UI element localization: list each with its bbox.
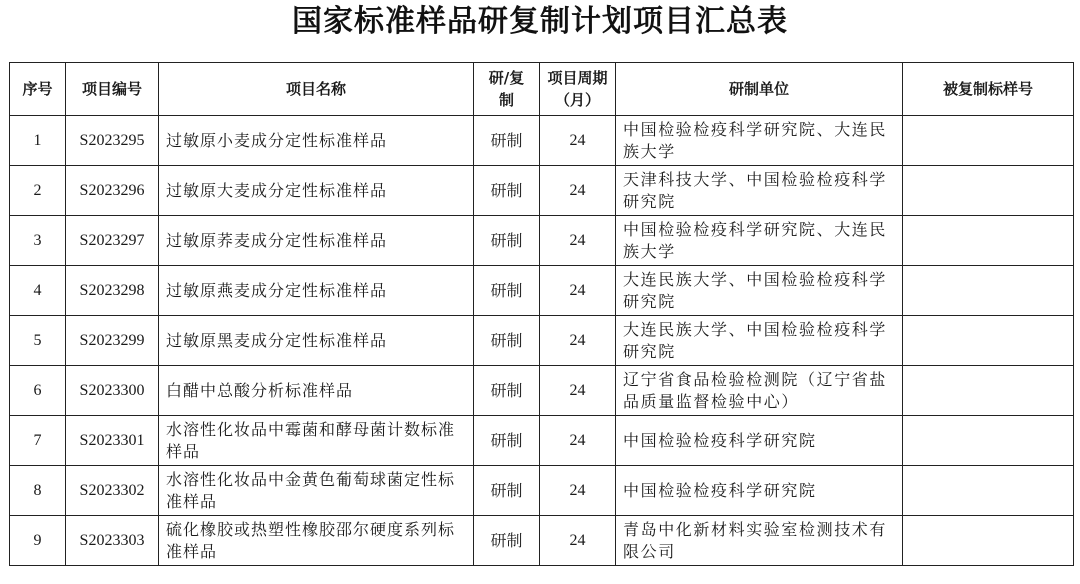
cell-unit: 中国检验检疫科学研究院、大连民族大学 <box>616 116 903 166</box>
cell-name: 水溶性化妆品中霉菌和酵母菌计数标准样品 <box>159 416 474 466</box>
cell-period: 24 <box>540 266 616 316</box>
cell-period: 24 <box>540 316 616 366</box>
cell-code: S2023301 <box>66 416 159 466</box>
cell-name: 水溶性化妆品中金黄色葡萄球菌定性标准样品 <box>159 466 474 516</box>
cell-copied <box>903 166 1074 216</box>
header-period-line1: 项目周期 <box>547 69 608 87</box>
cell-unit: 大连民族大学、中国检验检疫科学研究院 <box>616 266 903 316</box>
cell-unit: 中国检验检疫科学研究院 <box>616 466 903 516</box>
cell-name: 硫化橡胶或热塑性橡胶邵尔硬度系列标准样品 <box>159 516 474 566</box>
header-copied: 被复制标样号 <box>903 63 1074 116</box>
cell-period: 24 <box>540 466 616 516</box>
cell-seq: 2 <box>10 166 66 216</box>
cell-period: 24 <box>540 516 616 566</box>
cell-copied <box>903 216 1074 266</box>
cell-period: 24 <box>540 166 616 216</box>
cell-type: 研制 <box>474 116 540 166</box>
cell-copied <box>903 366 1074 416</box>
header-name: 项目名称 <box>159 63 474 116</box>
cell-seq: 3 <box>10 216 66 266</box>
header-seq: 序号 <box>10 63 66 116</box>
cell-period: 24 <box>540 416 616 466</box>
table-row <box>10 116 1074 166</box>
table-row <box>10 516 1074 566</box>
cell-code: S2023303 <box>66 516 159 566</box>
cell-code: S2023297 <box>66 216 159 266</box>
cell-unit: 辽宁省食品检验检测院（辽宁省盐品质量监督检验中心） <box>616 366 903 416</box>
cell-seq: 4 <box>10 266 66 316</box>
table-row <box>10 166 1074 216</box>
cell-name: 白醋中总酸分析标准样品 <box>159 366 474 416</box>
plan-summary-table <box>9 62 1074 566</box>
cell-copied <box>903 266 1074 316</box>
table-row <box>10 416 1074 466</box>
cell-copied <box>903 466 1074 516</box>
table-header-row <box>10 63 1074 116</box>
header-period <box>540 63 616 116</box>
cell-copied <box>903 416 1074 466</box>
cell-type: 研制 <box>474 216 540 266</box>
cell-type: 研制 <box>474 166 540 216</box>
table-row <box>10 316 1074 366</box>
cell-name: 过敏原荞麦成分定性标准样品 <box>159 216 474 266</box>
cell-seq: 1 <box>10 116 66 166</box>
cell-copied <box>903 316 1074 366</box>
header-type-line2: 制 <box>498 91 514 109</box>
cell-name: 过敏原小麦成分定性标准样品 <box>159 116 474 166</box>
cell-copied <box>903 116 1074 166</box>
cell-seq: 6 <box>10 366 66 416</box>
cell-seq: 5 <box>10 316 66 366</box>
table-row <box>10 466 1074 516</box>
page-title: 国家标准样品研复制计划项目汇总表 <box>292 4 788 39</box>
cell-unit: 中国检验检疫科学研究院 <box>616 416 903 466</box>
header-type-line1: 研/复 <box>488 69 525 87</box>
cell-name: 过敏原大麦成分定性标准样品 <box>159 166 474 216</box>
cell-unit: 中国检验检疫科学研究院、大连民族大学 <box>616 216 903 266</box>
header-period-line2: （月） <box>554 91 600 109</box>
cell-code: S2023298 <box>66 266 159 316</box>
table-row <box>10 266 1074 316</box>
header-code: 项目编号 <box>66 63 159 116</box>
cell-code: S2023295 <box>66 116 159 166</box>
cell-unit: 大连民族大学、中国检验检疫科学研究院 <box>616 316 903 366</box>
cell-code: S2023300 <box>66 366 159 416</box>
table-row <box>10 366 1074 416</box>
cell-type: 研制 <box>474 266 540 316</box>
cell-type: 研制 <box>474 516 540 566</box>
header-type <box>474 63 540 116</box>
cell-period: 24 <box>540 216 616 266</box>
cell-period: 24 <box>540 116 616 166</box>
cell-code: S2023299 <box>66 316 159 366</box>
cell-unit: 青岛中化新材料实验室检测技术有限公司 <box>616 516 903 566</box>
header-unit: 研制单位 <box>616 63 903 116</box>
cell-type: 研制 <box>474 366 540 416</box>
cell-code: S2023302 <box>66 466 159 516</box>
cell-seq: 9 <box>10 516 66 566</box>
table-row <box>10 216 1074 266</box>
cell-seq: 7 <box>10 416 66 466</box>
cell-type: 研制 <box>474 316 540 366</box>
cell-seq: 8 <box>10 466 66 516</box>
cell-copied <box>903 516 1074 566</box>
cell-type: 研制 <box>474 466 540 516</box>
cell-name: 过敏原燕麦成分定性标准样品 <box>159 266 474 316</box>
cell-code: S2023296 <box>66 166 159 216</box>
cell-type: 研制 <box>474 416 540 466</box>
cell-period: 24 <box>540 366 616 416</box>
cell-name: 过敏原黑麦成分定性标准样品 <box>159 316 474 366</box>
cell-unit: 天津科技大学、中国检验检疫科学研究院 <box>616 166 903 216</box>
